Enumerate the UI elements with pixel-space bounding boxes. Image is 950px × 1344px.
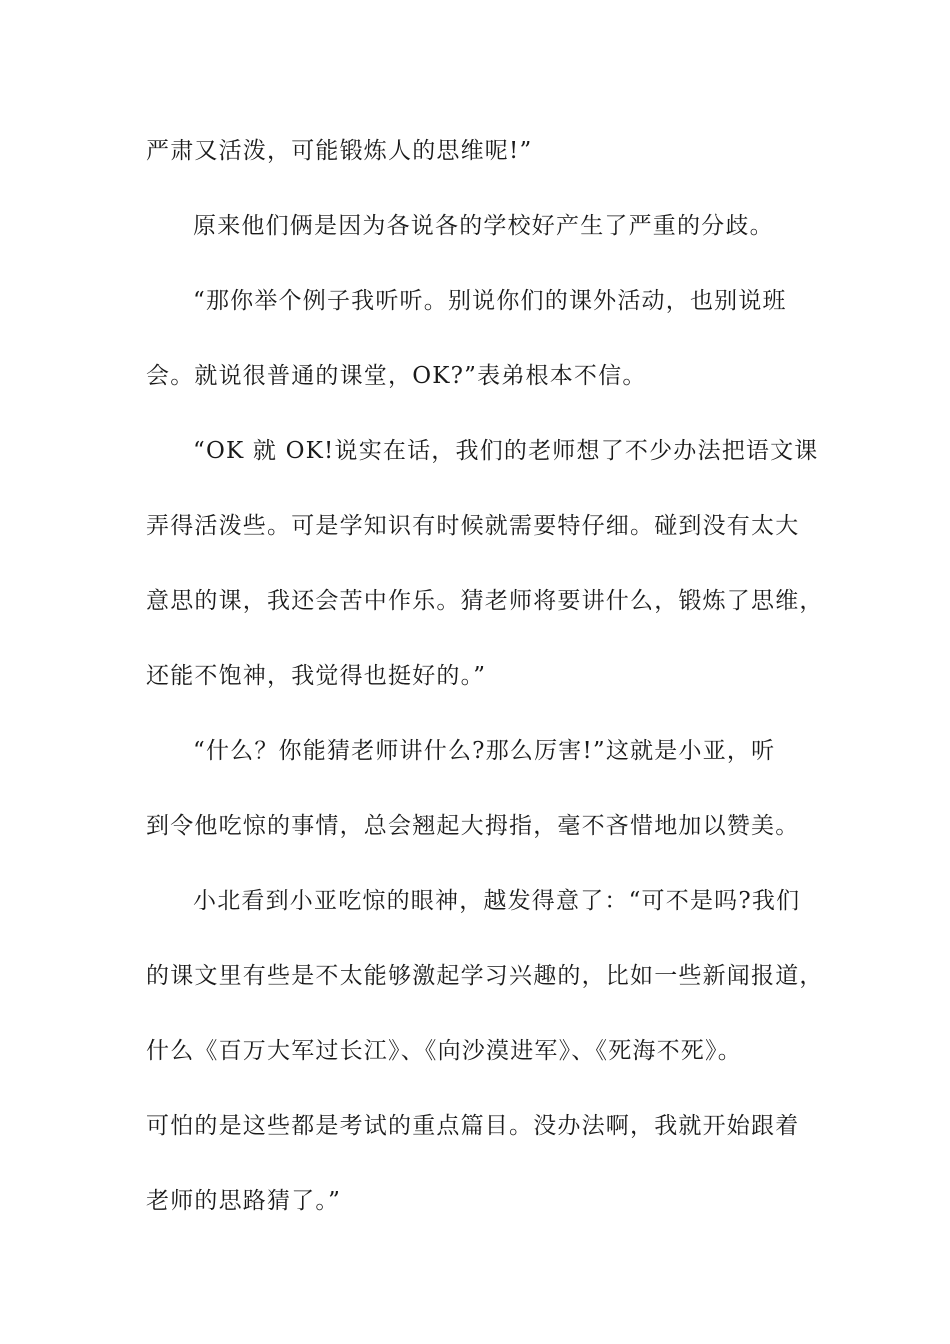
paragraph-text-line: “那你举个例子我听听。别说你们的课外活动，也别说班 — [193, 288, 787, 314]
text-line: 还能不饱神，我觉得也挺好的。” — [146, 663, 487, 689]
paragraph-text-line: 小北看到小亚吃惊的眼神，越发得意了：“可不是吗?我们 — [193, 888, 801, 914]
text-line: 可怕的是这些都是考试的重点篇目。没办法啊，我就开始跟着 — [146, 1113, 800, 1139]
text-line: 老师的思路猜了。” — [146, 1188, 342, 1214]
text-line: 到令他吃惊的事情，总会翘起大拇指，毫不吝惜地加以赞美。 — [146, 813, 800, 839]
text-line: 弄得活泼些。可是学知识有时候就需要特仔细。碰到没有太大 — [146, 513, 800, 539]
paragraph-text-line: “OK 就 OK!说实在话，我们的老师想了不少办法把语文课 — [193, 438, 819, 464]
text-line: 严肃又活泼，可能锻炼人的思维呢!” — [146, 138, 533, 164]
text-line: 意思的课，我还会苦中作乐。猜老师将要讲什么，锻炼了思维， — [146, 588, 824, 614]
text-line: 会。就说很普通的课堂，OK?”表弟根本不信。 — [146, 363, 647, 389]
paragraph-text-line: 原来他们俩是因为各说各的学校好产生了严重的分歧。 — [193, 213, 774, 239]
paragraph-text-line: “什么？你能猜老师讲什么?那么厉害!”这就是小亚，听 — [193, 738, 776, 764]
text-line: 什么《百万大军过长江》、《向沙漠进军》、《死海不死》。 — [146, 1038, 742, 1064]
text-line: 的课文里有些是不太能够激起学习兴趣的，比如一些新闻报道， — [146, 963, 824, 989]
